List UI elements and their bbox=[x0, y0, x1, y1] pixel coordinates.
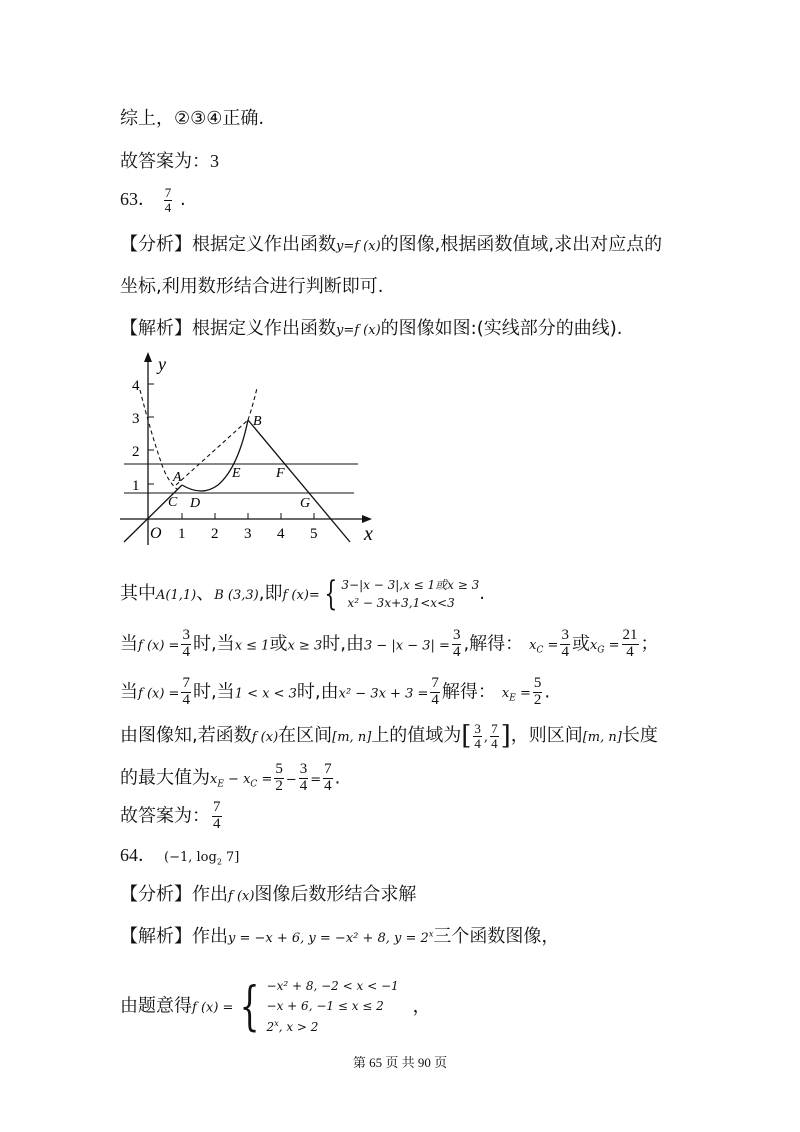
fraction: $\frac{5}{2}$ bbox=[275, 761, 283, 794]
xtick-label: 2 bbox=[211, 526, 219, 542]
text: 作出 bbox=[192, 884, 228, 905]
text: 由图像知,若函数 bbox=[120, 725, 252, 747]
point-D: D bbox=[190, 496, 201, 511]
fraction: $\frac{3}{4}$ bbox=[452, 627, 461, 660]
analysis-63 bbox=[120, 236, 662, 254]
ytick-label: 3 bbox=[132, 411, 140, 427]
interval-mn: [m, n] bbox=[582, 730, 622, 746]
ytick-label: 1 bbox=[132, 478, 140, 494]
analysis-tag: 【分析】 bbox=[120, 234, 192, 255]
brace: { bbox=[240, 976, 260, 1037]
point-B: B bbox=[253, 414, 262, 429]
solution-63 bbox=[120, 320, 623, 338]
fx: f (x) bbox=[228, 889, 255, 904]
xc: $x_C$ = bbox=[529, 638, 559, 656]
answer-line-62 bbox=[120, 152, 219, 171]
question-63-header bbox=[120, 186, 186, 214]
fraction: $\frac{3}{4}$ bbox=[299, 761, 308, 794]
fraction: $\frac{3}{4}$ bbox=[474, 721, 481, 751]
text: 图像后数形结合求解 bbox=[254, 884, 417, 905]
fraction: $\frac{7}{4}$ bbox=[431, 675, 439, 708]
text: ,即 bbox=[258, 583, 283, 604]
text: 解得： bbox=[441, 681, 496, 703]
question-64-header bbox=[120, 846, 239, 867]
text: ， bbox=[412, 995, 431, 1017]
point-E: E bbox=[232, 466, 241, 481]
text: 时,由 bbox=[322, 633, 364, 655]
fraction: $\frac{7}{4}$ bbox=[182, 675, 190, 708]
text: . bbox=[544, 681, 551, 703]
solution-text: 根据定义作出函数 bbox=[192, 318, 336, 339]
text: 时,当 bbox=[192, 681, 235, 703]
text: 当 bbox=[120, 633, 138, 655]
equals: = bbox=[310, 772, 322, 788]
fx: f (x)= bbox=[282, 588, 320, 603]
bracket-open: [ bbox=[461, 721, 472, 752]
answer-fraction: $\frac{7}{4}$ bbox=[213, 799, 221, 832]
point-A: A bbox=[173, 470, 182, 485]
fx: f (x) = bbox=[138, 638, 180, 654]
text: . bbox=[334, 767, 341, 789]
diff-expr: $x_E - x_C$ = bbox=[210, 772, 273, 790]
fraction: $\frac{7}{4}$ bbox=[324, 761, 332, 794]
point-B-coord: B (3,3) bbox=[214, 588, 259, 603]
line-piecewise-64 bbox=[120, 976, 431, 1037]
point-G: G bbox=[300, 496, 311, 511]
text: 或 bbox=[269, 633, 288, 655]
solid-line-right bbox=[248, 420, 350, 542]
solution-tag: 【解析】 bbox=[120, 318, 192, 339]
answer-label: 故答案为： bbox=[120, 151, 210, 172]
xtick-label: 1 bbox=[178, 526, 186, 542]
piecewise-cases: −x² + 8, −2 < x < −1 −x + 6, −1 ≤ x ≤ 2 2$^x$, x > 2 bbox=[266, 979, 399, 1034]
text: 当 bbox=[120, 681, 138, 703]
equation: x² − 3x + 3 = bbox=[338, 686, 429, 702]
text: 在区间 bbox=[278, 725, 333, 747]
analysis-text: 根据定义作出函数 bbox=[192, 234, 336, 255]
analysis-text-2: 的图像,根据函数值域,求出对应点的 bbox=[380, 234, 663, 255]
text: ,解得： bbox=[463, 633, 524, 655]
xtick-label: 4 bbox=[277, 526, 285, 542]
y-axis-arrow bbox=[144, 352, 152, 362]
xtick-label: 5 bbox=[310, 526, 318, 542]
y-axis-label: y bbox=[158, 354, 166, 374]
function-expr-2: y=f (x) bbox=[336, 323, 381, 338]
function-list: y = −x + 6, y = −x² + 8, $y = 2^x$ bbox=[228, 929, 434, 946]
xg: $x_G$ = bbox=[589, 638, 620, 656]
line-range bbox=[120, 722, 658, 750]
minus: − bbox=[285, 772, 297, 788]
comma: , bbox=[483, 730, 489, 746]
fx: f (x) = bbox=[192, 1000, 234, 1016]
text: 作出 bbox=[192, 926, 228, 947]
fraction: $\frac{3}{4}$ bbox=[182, 627, 190, 660]
text: 的最大值为 bbox=[120, 767, 210, 789]
question-number: 64． bbox=[120, 845, 156, 865]
summary-line: 综上，②③④正确. bbox=[120, 108, 265, 129]
answer-label: 故答案为： bbox=[120, 805, 210, 827]
analysis-64 bbox=[120, 886, 416, 904]
text: 时,由 bbox=[296, 681, 339, 703]
page-footer: 第 65 页 共 90 页 bbox=[352, 1055, 448, 1070]
period: . bbox=[179, 189, 186, 211]
x-axis-arrow bbox=[362, 515, 372, 523]
text: 长度 bbox=[621, 725, 658, 747]
ytick-label: 4 bbox=[132, 378, 140, 394]
text: 、 bbox=[196, 583, 215, 604]
equation: 3 − |x − 3| = bbox=[363, 638, 450, 654]
bracket-close: ] bbox=[500, 721, 511, 752]
function-graph bbox=[110, 350, 390, 550]
point-A-coord: A(1,1) bbox=[156, 588, 197, 603]
text: 时,当 bbox=[192, 633, 235, 655]
xe: $x_E$ = bbox=[501, 686, 531, 704]
analysis-63-cont: 坐标,利用数形结合进行判断即可. bbox=[120, 276, 384, 297]
text: 其中 bbox=[120, 583, 156, 604]
piecewise-cases: 3−|x − 3|,x ≤ 1或x ≥ 3 x² − 3x+3,1<x<3 bbox=[341, 578, 480, 610]
text: . bbox=[479, 583, 486, 604]
xtick-label: 3 bbox=[244, 526, 252, 542]
line-qizhong bbox=[120, 576, 485, 612]
fraction: $\frac{7}{4}$ bbox=[491, 721, 498, 751]
solution-text-2: 的图像如图:(实线部分的曲线). bbox=[380, 318, 623, 339]
fx: f (x) bbox=[251, 730, 279, 746]
text: ，则区间 bbox=[510, 725, 583, 747]
point-C: C bbox=[168, 495, 178, 510]
answer-interval: (−1, $\log_2 7$] bbox=[164, 850, 240, 867]
function-expr: y=f (x) bbox=[336, 239, 381, 254]
text: 由题意得 bbox=[120, 995, 192, 1017]
x-axis-label: x bbox=[364, 523, 373, 545]
text: 三个函数图像， bbox=[433, 926, 560, 947]
solution-tag: 【解析】 bbox=[120, 926, 192, 947]
ytick-label: 2 bbox=[132, 444, 140, 460]
line-case-3-4 bbox=[120, 628, 659, 661]
answer-line-63 bbox=[120, 800, 224, 833]
text: 上的值域为 bbox=[371, 725, 462, 747]
text: 或 bbox=[571, 633, 590, 655]
condition: x ≤ 1 bbox=[234, 638, 270, 654]
interval-mn: [m, n] bbox=[332, 730, 372, 746]
condition: 1 < x < 3 bbox=[234, 686, 297, 702]
fx: f (x) = bbox=[138, 686, 180, 702]
condition: x ≥ 3 bbox=[287, 638, 323, 654]
question-number: 63． bbox=[120, 189, 156, 210]
answer-fraction: $\frac{7}{4}$ bbox=[164, 185, 172, 215]
line-max bbox=[120, 762, 340, 795]
fraction: $\frac{3}{4}$ bbox=[561, 627, 569, 660]
point-F: F bbox=[276, 466, 285, 481]
solution-64 bbox=[120, 928, 559, 946]
answer-value: 3 bbox=[210, 151, 219, 171]
fraction: $\frac{5}{2}$ bbox=[533, 675, 542, 708]
origin-label: O bbox=[150, 525, 162, 542]
analysis-tag: 【分析】 bbox=[120, 884, 192, 905]
text: ； bbox=[640, 633, 659, 655]
line-case-7-4 bbox=[120, 676, 550, 709]
fraction: $\frac{21}{4}$ bbox=[622, 627, 638, 660]
brace: { bbox=[324, 574, 338, 614]
